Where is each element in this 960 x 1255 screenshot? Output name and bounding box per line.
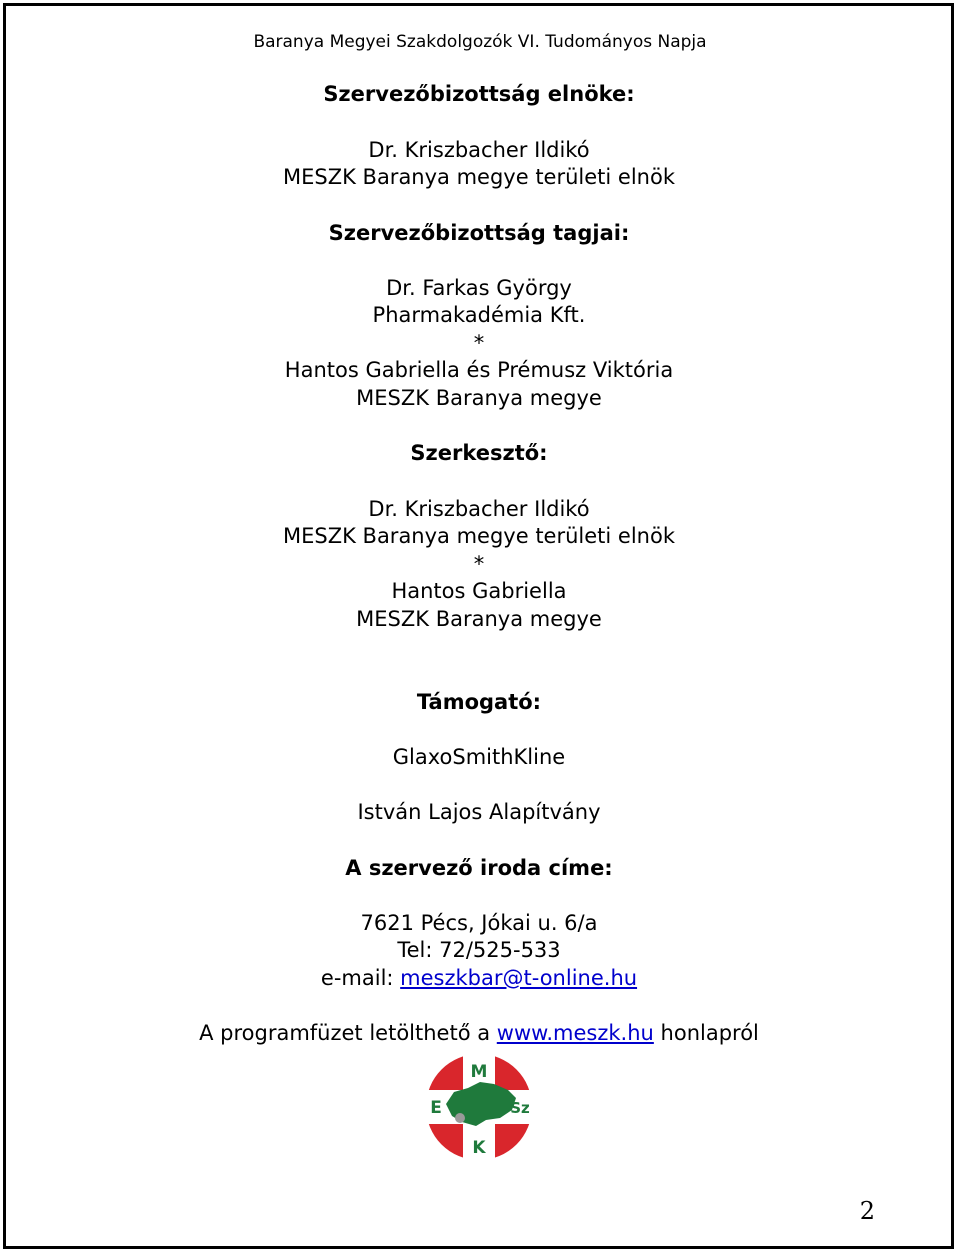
organizer-chair-role: MESZK Baranya megye területi elnök: [282, 165, 675, 189]
logo-letter-m: M: [470, 1062, 488, 1082]
organizer-chair-name: Dr. Kriszbacher Ildikó: [368, 138, 590, 162]
logo-letter-e: E: [430, 1098, 442, 1118]
meszk-logo: [424, 1052, 534, 1162]
member1-org: Pharmakadémia Kft.: [372, 303, 586, 327]
member1-name: Dr. Farkas György: [386, 276, 572, 300]
sponsors-heading: Támogató:: [416, 690, 542, 714]
running-header: Baranya Megyei Szakdolgozók VI. Tudományos Napja: [253, 32, 707, 52]
office-heading: A szervező iroda címe:: [345, 856, 613, 880]
page-number: 2: [859, 1197, 875, 1225]
office-address: 7621 Pécs, Jókai u. 6/a: [360, 911, 598, 935]
download-line: [0, 1021, 958, 1045]
baranya-region-marker: [455, 1113, 465, 1123]
office-email-line: [0, 966, 958, 990]
editor-name2: Hantos Gabriella: [391, 579, 567, 603]
logo-letter-sz: Sz: [510, 1099, 530, 1117]
download-suffix: honlapról: [653, 1021, 759, 1045]
member2-name: Hantos Gabriella és Prémusz Viktória: [284, 358, 674, 382]
sponsor-2: István Lajos Alapítvány: [357, 800, 601, 824]
email-label: e-mail:: [320, 966, 401, 990]
logo-letter-k: K: [472, 1138, 486, 1158]
members-separator: *: [473, 331, 485, 355]
editor-name1: Dr. Kriszbacher Ildikó: [368, 497, 590, 521]
sponsor-1: GlaxoSmithKline: [392, 745, 566, 769]
editor-separator: *: [473, 552, 485, 576]
download-prefix: A programfüzet letölthető a: [199, 1021, 497, 1045]
website-link[interactable]: www.meszk.hu: [496, 1021, 654, 1045]
member2-org: MESZK Baranya megye: [356, 386, 602, 410]
email-link[interactable]: meszkbar@t-online.hu: [400, 966, 638, 990]
organizer-members-heading: Szervezőbizottság tagjai:: [328, 221, 630, 245]
organizer-chair-heading: Szervezőbizottság elnöke:: [323, 82, 635, 106]
editor-role2: MESZK Baranya megye: [356, 607, 602, 631]
office-phone: Tel: 72/525-533: [397, 938, 561, 962]
editor-role1: MESZK Baranya megye területi elnök: [282, 524, 675, 548]
editor-heading: Szerkesztő:: [410, 441, 548, 465]
